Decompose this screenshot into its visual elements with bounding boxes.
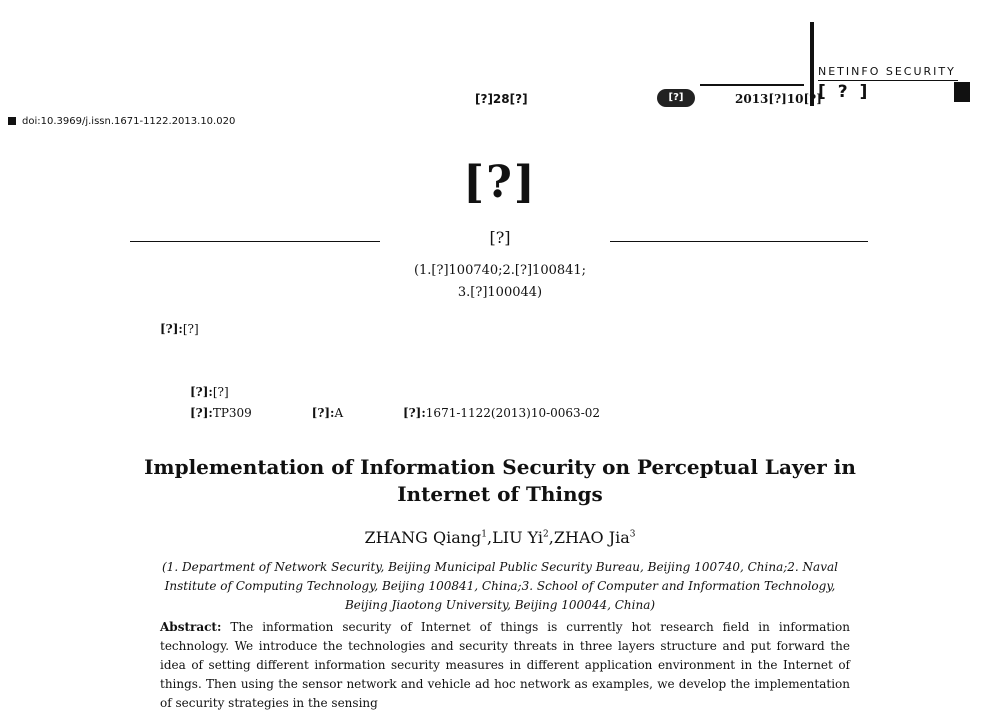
doi-bullet-icon [8,117,16,125]
clc-label: [?]: [190,406,213,420]
abstract-cn-text: [?] [182,322,199,336]
doc-code-value: A [334,406,344,420]
article-no-value: 1671-1122(2013)10-0063-02 [425,406,601,420]
issue-label: 2013[?]10[?] [735,92,822,106]
keywords-cn-label: [?]: [190,385,213,399]
affiliation-cn [0,260,1000,304]
paper-title-cn: [?] [463,157,537,208]
proceedings-badge: [?] [657,89,695,107]
classification-line [190,406,656,420]
abstract-en-label: Abstract: [160,620,222,634]
author-1-sup: 1 [481,529,488,540]
author-rule-right [610,241,868,242]
header-rule [700,84,804,86]
abstract-cn [160,318,850,340]
paper-title-en-line2: Internet of Things [397,482,603,506]
author-1: ZHANG Qiang [364,528,482,547]
authors-en: ZHANG Qiang$^1$,LIU Yi$^2$,ZHAO Jia$^3$ [364,528,636,547]
paper-title-en [0,454,1000,508]
article-no-label: [?]: [402,406,426,420]
section-block [954,82,970,102]
brand-rule [818,80,958,81]
keywords-cn-text: [?] [212,385,229,399]
abstract-cn-label: [?]: [160,322,183,336]
clc-value: TP309 [212,406,252,420]
author-3: ZHAO Jia [553,528,630,547]
doc-code-label: [?]: [311,406,335,420]
abstract-en-text: The information security of Internet of things is currently hot research field in information technology. We introduce the technologies and security threats in three layers structure and put forward the idea of setting different information security measures in different application environment in the Internet of things. Then using the sensor network and vehicle ad hoc network as examples, we develop the implementation of security strategies in the sensing [160,620,850,710]
affiliation-cn-line2: 3.[?]100044) [457,285,543,300]
affiliation-en: (1. Department of Network Security, Beijing Municipal Public Security Bureau, Beijing 100740, China;2. Naval Institute of Computing Technology, Beijing 100841, China;3. School of Computer and Information Technology, Beijing Jiaotong University, Beijing 100044, China) [162,560,838,612]
author-2: LIU Yi [492,528,544,547]
keywords-cn [190,385,229,399]
authors-cn: [?] [489,228,511,247]
abstract-en [160,618,850,713]
paper-title-en-line1: Implementation of Information Security on Perceptual Layer in [144,455,856,479]
section-label: [?] [818,82,880,102]
doi-line [8,116,235,127]
journal-brand: NETINFO SECURITY [818,65,956,78]
affiliation-cn-line1: (1.[?]100740;2.[?]100841; [413,263,587,278]
doi-text[interactable]: doi:10.3969/j.issn.1671-1122.2013.10.020 [22,116,236,127]
author-3-sup: 3 [629,529,636,540]
author-2-sup: 2 [543,529,549,540]
conference-name: [?]28[?] [475,92,528,106]
